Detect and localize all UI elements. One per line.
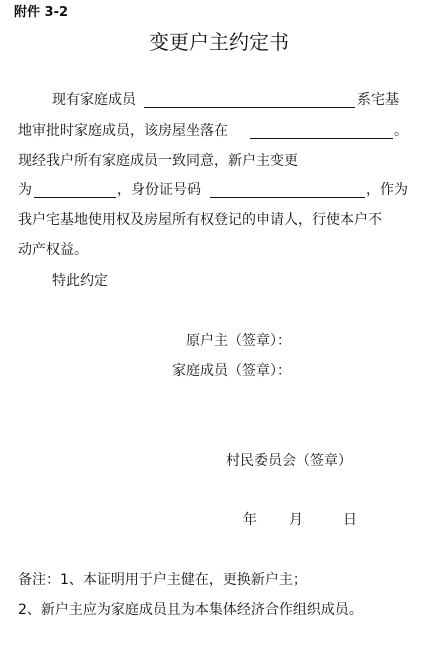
family-members-blank[interactable] <box>144 107 355 108</box>
original-owner-signature: 原户主（签章）： <box>186 333 291 349</box>
body-line4-a: 为 <box>18 182 32 198</box>
body-line2-a: 地审批时家庭成员，该房屋坐落在 <box>18 123 228 139</box>
body-line3: 现经我户所有家庭成员一致同意，新户主变更 <box>18 153 298 169</box>
body-line1-a: 现有家庭成员 <box>52 92 136 108</box>
document-title: 变更户主约定书 <box>149 30 289 54</box>
date-month: 月 <box>289 512 303 528</box>
body-line1-b: 系宅基 <box>357 92 399 108</box>
family-members-signature: 家庭成员（签章）： <box>172 363 291 379</box>
date-line <box>0 513 438 529</box>
location-blank[interactable] <box>250 138 393 139</box>
agreement-closing: 特此约定 <box>52 273 108 289</box>
body-line5: 我户宅基地使用权及房屋所有权登记的申请人，行使本户不 <box>18 212 382 228</box>
body-line6: 动产权益。 <box>18 242 88 258</box>
body-line4-c: ，作为 <box>366 182 408 198</box>
id-number-blank[interactable] <box>210 197 365 198</box>
committee-signature: 村民委员会（签章） <box>226 453 352 469</box>
note-1: 备注：1、本证明用于户主健在，更换新户主； <box>18 572 307 588</box>
attachment-label: 附件 3-2 <box>14 5 69 20</box>
body-line4-b: ，身份证号码 <box>117 182 201 198</box>
new-owner-blank[interactable] <box>34 197 116 198</box>
date-day: 日 <box>343 512 357 528</box>
date-year: 年 <box>243 512 257 528</box>
note-2: 2、新户主应为家庭成员且为本集体经济合作组织成员。 <box>18 602 363 618</box>
body-line2-b: 。 <box>394 123 408 139</box>
